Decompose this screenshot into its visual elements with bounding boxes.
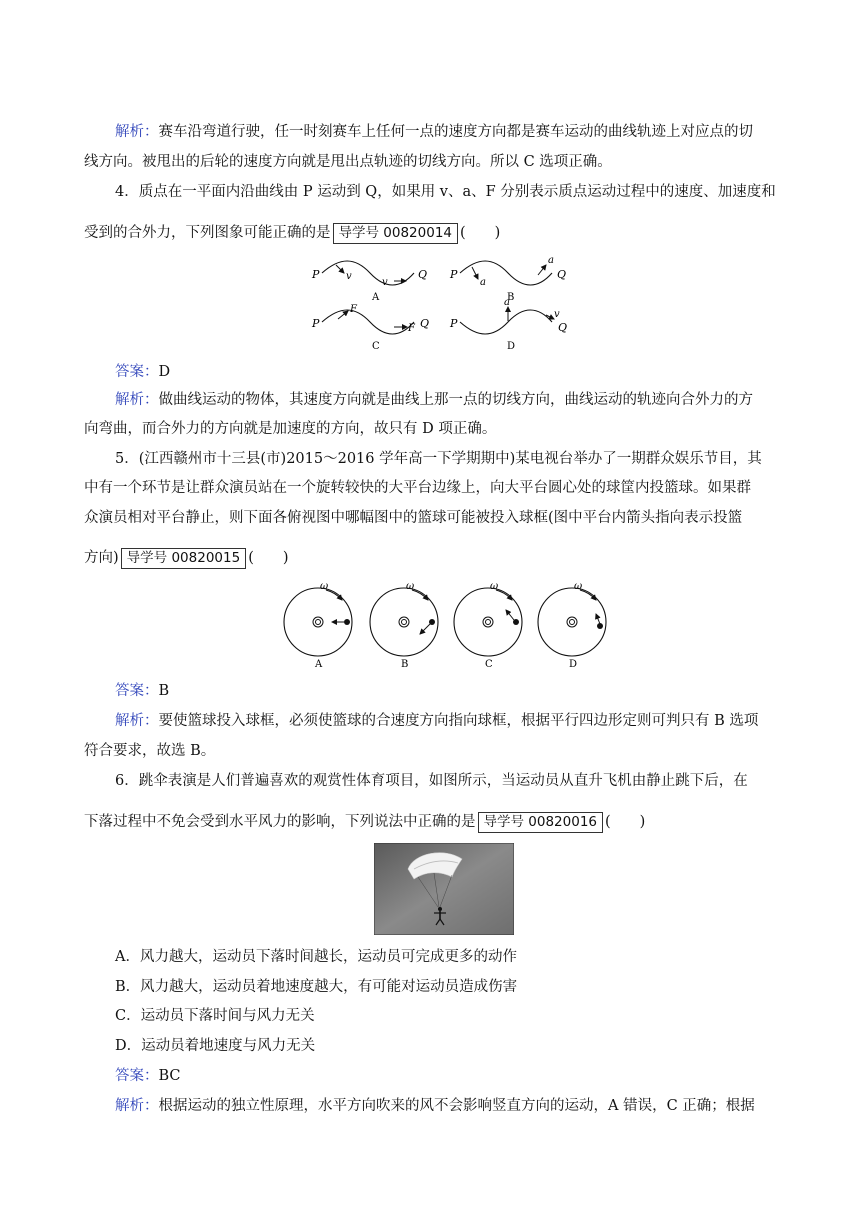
a-label: a — [480, 277, 486, 288]
q6-answer: 答案：BC — [115, 1068, 181, 1084]
analysis-label: 解析： — [115, 124, 159, 140]
q5-panel-a — [284, 581, 352, 670]
q6-analysis-line-1: 解析：根据运动的独立性原理，水平方向吹来的风不会影响竖直方向的运动，A 错误，C 正确；根据 — [115, 1098, 755, 1114]
q4-panel-a — [311, 261, 427, 303]
q4-panel-c — [311, 304, 429, 352]
guide-number-tag[interactable]: 导学号 00820015 — [121, 548, 247, 569]
panel-label: D — [569, 659, 578, 670]
answer-label: 答案： — [115, 364, 159, 380]
q4-panel-b — [449, 255, 566, 303]
q6-option-c: C．运动员下落时间与风力无关 — [115, 1008, 315, 1024]
answer-label: 答案： — [115, 683, 159, 699]
a-label: a — [504, 297, 510, 308]
panel-label: C — [485, 659, 493, 670]
omega-label: ω — [406, 581, 415, 592]
panel-label: D — [507, 341, 516, 352]
omega-label: ω — [320, 581, 329, 592]
q5-figure — [282, 578, 642, 670]
q4-analysis-line-1: 解析：做曲线运动的物体，其速度方向就是曲线上那一点的切线方向，曲线运动的轨迹向合外力的方 — [115, 392, 753, 408]
point-q-label: Q — [558, 321, 568, 334]
skydiver-photo — [374, 843, 514, 935]
v-label: v — [554, 309, 560, 320]
q6-option-d: D．运动员着地速度与风力无关 — [115, 1038, 316, 1054]
analysis-label: 解析： — [115, 713, 159, 729]
v-label: v — [346, 271, 352, 282]
point-p-label: P — [312, 317, 320, 330]
q5-analysis-line-2: 符合要求，故选 B。 — [84, 743, 216, 759]
q5-stem-line-4: 方向) 导学号 00820015 ( ) — [84, 548, 289, 569]
omega-label: ω — [490, 581, 499, 592]
guide-number-tag[interactable]: 导学号 00820016 — [478, 812, 604, 833]
f-label: F — [408, 323, 415, 334]
v-label: v — [382, 277, 388, 288]
q4-panel-d — [449, 297, 567, 352]
q6-stem-line-2: 下落过程中不免会受到水平风力的影响，下列说法中正确的是 导学号 00820016 ( ) — [84, 812, 645, 833]
q5-stem-line-3: 众演员相对平台静止，则下面各俯视图中哪幅图中的篮球可能被投入球框(图中平台内箭头指向表示投篮 — [84, 510, 743, 526]
answer-label: 答案： — [115, 1068, 159, 1084]
q6-stem-line-1: 6．跳伞表演是人们普遍喜欢的观赏性体育项目，如图所示，当运动员从直升飞机由静止跳下后，在 — [115, 773, 748, 789]
panel-label: B — [401, 659, 409, 670]
guide-number-tag[interactable]: 导学号 00820014 — [333, 223, 459, 244]
point-q-label: Q — [557, 268, 567, 281]
panel-label: B — [507, 292, 515, 303]
q5-panel-c — [454, 581, 522, 670]
q4-answer: 答案：D — [115, 364, 171, 380]
q3-analysis-line-1: 解析：赛车沿弯道行驶，任一时刻赛车上任何一点的速度方向都是赛车运动的曲线轨迹上对应点的切 — [115, 124, 753, 140]
q4-figure — [310, 255, 580, 355]
q5-panel-d — [538, 581, 606, 670]
q5-stem-line-1: 5．(江西赣州市十三县(市)2015～2016 学年高一下学期期中)某电视台举办了一期群众娱乐节目，其 — [115, 451, 762, 467]
q5-analysis-line-1: 解析：要使篮球投入球框，必须使篮球的合速度方向指向球框，根据平行四边形定则可判只有 B 选项 — [115, 713, 759, 729]
q4-analysis-line-2: 向弯曲，而合外力的方向就是加速度的方向，故只有 D 项正确。 — [84, 421, 497, 437]
analysis-label: 解析： — [115, 1098, 159, 1114]
q6-option-b: B．风力越大，运动员着地速度越大，有可能对运动员造成伤害 — [115, 979, 518, 995]
q4-stem-line-1: 4．质点在一平面内沿曲线由 P 运动到 Q，如果用 v、a、F 分别表示质点运动过程中的速度、加速度和 — [115, 184, 776, 200]
panel-label: C — [372, 341, 380, 352]
a-label: a — [548, 255, 554, 266]
q6-option-a: A．风力越大，运动员下落时间越长，运动员可完成更多的动作 — [115, 949, 517, 965]
q3-analysis-line-2: 线方向。被甩出的后轮的速度方向就是甩出点轨迹的切线方向。所以 C 选项正确。 — [84, 154, 612, 170]
point-p-label: P — [450, 268, 458, 281]
f-label: F — [350, 304, 357, 315]
q5-stem-line-2: 中有一个环节是让群众演员站在一个旋转较快的大平台边缘上，向大平台圆心处的球筐内投篮球。如果群 — [84, 480, 751, 496]
analysis-label: 解析： — [115, 392, 159, 408]
point-q-label: Q — [420, 317, 430, 330]
omega-label: ω — [574, 581, 583, 592]
q5-answer: 答案：B — [115, 683, 170, 699]
point-p-label: P — [312, 268, 320, 281]
q4-stem-line-2: 受到的合外力，下列图象可能正确的是 导学号 00820014 ( ) — [84, 223, 500, 244]
point-p-label: P — [450, 317, 458, 330]
q5-panel-b — [370, 581, 438, 670]
basketball — [344, 619, 350, 625]
panel-label: A — [372, 292, 380, 303]
panel-label: A — [315, 659, 323, 670]
point-q-label: Q — [418, 268, 428, 281]
